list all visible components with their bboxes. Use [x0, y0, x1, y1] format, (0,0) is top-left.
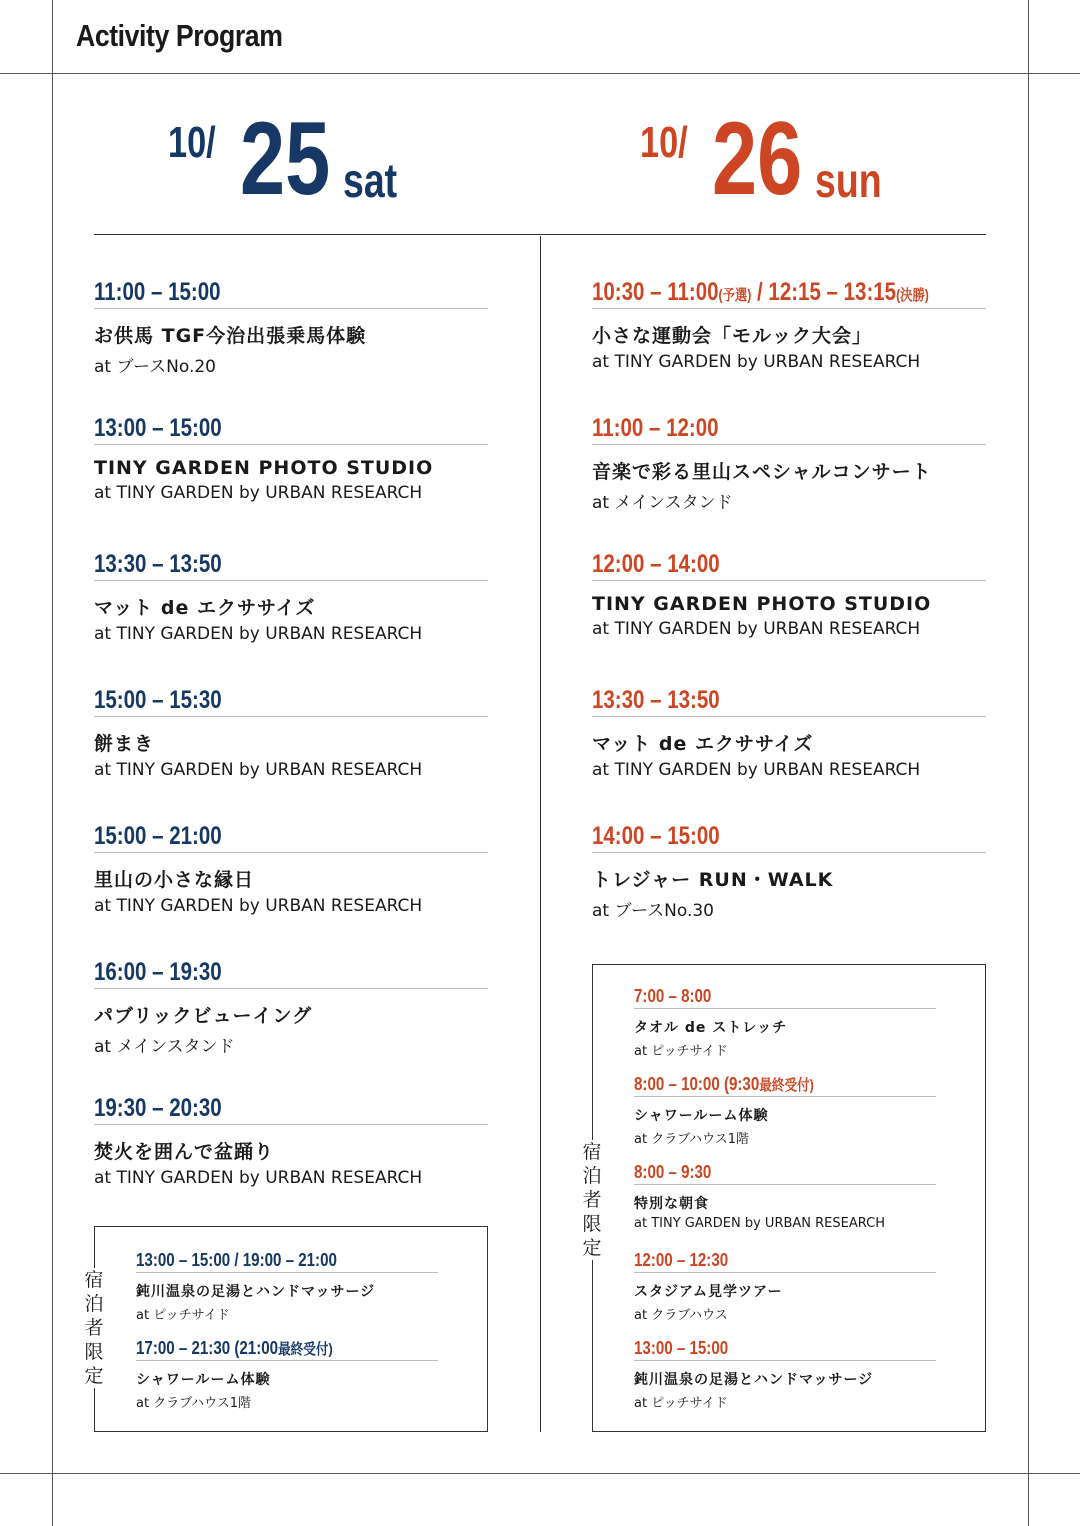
event-time: 13:30 – 13:50	[94, 550, 222, 578]
sun-guest-event	[634, 984, 936, 1059]
event-rule	[592, 852, 986, 853]
event-time: 15:00 – 15:30	[94, 686, 222, 714]
sun-event	[592, 684, 986, 780]
frame-line-left	[52, 0, 53, 1526]
guest-event-rule	[136, 1272, 438, 1273]
event-title: お供馬 TGF今治出張乗馬体験	[94, 325, 367, 347]
sun-guest-event	[634, 1336, 936, 1411]
event-title: パブリックビューイング	[94, 1005, 313, 1027]
guest-event-venue: at ピッチサイド	[136, 1308, 230, 1323]
frame-line-bottom	[0, 1473, 1080, 1474]
event-venue: at ブースNo.20	[94, 357, 216, 377]
event-venue: at TINY GARDEN by URBAN RESEARCH	[94, 1168, 423, 1188]
guest-event-time	[136, 1336, 390, 1360]
date-sun-day: 26	[712, 101, 803, 217]
guest-event-title: タオル de ストレッチ	[634, 1020, 788, 1036]
guest-event-title: 鈍川温泉の足湯とハンドマッサージ	[136, 1284, 376, 1300]
guest-event-venue: at クラブハウス1階	[634, 1132, 750, 1147]
sun-guest-event	[634, 1072, 936, 1147]
event-title: TINY GARDEN PHOTO STUDIO	[592, 593, 932, 615]
event-time-sep: /	[751, 278, 769, 306]
event-time: 15:00 – 21:00	[94, 822, 222, 850]
event-venue: at TINY GARDEN by URBAN RESEARCH	[592, 352, 921, 372]
page-title: Activity Program	[76, 18, 283, 53]
event-time: 14:00 – 15:00	[592, 822, 720, 850]
sun-guest-label: 宿泊者限定	[579, 1140, 605, 1260]
event-time: 16:00 – 19:30	[94, 958, 222, 986]
sat-event	[94, 1092, 488, 1188]
guest-event-time: 13:00 – 15:00 / 19:00 – 21:00	[136, 1250, 337, 1270]
event-title: 餅まき	[94, 733, 155, 755]
event-rule	[94, 308, 488, 309]
sat-event	[94, 412, 488, 503]
guest-event-time: 8:00 – 9:30	[634, 1162, 712, 1182]
event-rule	[94, 852, 488, 853]
guest-event-title: 鈍川温泉の足湯とハンドマッサージ	[634, 1372, 874, 1388]
event-time	[592, 276, 929, 308]
guest-event-venue: at ピッチサイド	[634, 1044, 728, 1059]
guest-event-rule	[634, 1008, 936, 1009]
sat-guest-event	[136, 1248, 438, 1323]
date-sat-day: 25	[240, 101, 331, 217]
event-rule	[94, 444, 488, 445]
event-rule	[592, 444, 986, 445]
event-venue: at TINY GARDEN by URBAN RESEARCH	[94, 896, 423, 916]
event-title: 音楽で彩る里山スペシャルコンサート	[592, 461, 932, 483]
frame-line-top	[0, 73, 1080, 74]
guest-event-rule	[136, 1360, 438, 1361]
guest-event-title: スタジアム見学ツアー	[634, 1284, 783, 1300]
guest-event-rule	[634, 1096, 936, 1097]
event-title: TINY GARDEN PHOTO STUDIO	[94, 457, 434, 479]
guest-event-venue: at TINY GARDEN by URBAN RESEARCH	[634, 1216, 885, 1231]
event-time-note-a: (予選)	[718, 287, 752, 304]
header-divider	[94, 234, 986, 235]
event-venue: at TINY GARDEN by URBAN RESEARCH	[592, 760, 921, 780]
event-venue: at TINY GARDEN by URBAN RESEARCH	[94, 760, 423, 780]
date-sun-weekday: sun	[815, 155, 882, 208]
guest-event-venue: at クラブハウス1階	[136, 1396, 252, 1411]
guest-event-title: シャワールーム体験	[136, 1372, 271, 1388]
event-time: 13:00 – 15:00	[94, 414, 222, 442]
sun-event	[592, 548, 986, 639]
event-time-a: 10:30 – 11:00	[592, 278, 719, 306]
event-time: 11:00 – 12:00	[592, 414, 719, 442]
event-title: 里山の小さな縁日	[94, 869, 255, 891]
sat-event	[94, 548, 488, 644]
sat-event	[94, 956, 488, 1057]
guest-event-title: シャワールーム体験	[634, 1108, 769, 1124]
guest-event-time-note: 最終受付)	[278, 1341, 333, 1358]
event-title: 小さな運動会「モルック大会」	[592, 325, 873, 347]
guest-event-time-main: 8:00 – 10:00 (9:30	[634, 1074, 760, 1094]
event-rule	[94, 580, 488, 581]
sat-event	[94, 684, 488, 780]
guest-event-time: 12:00 – 12:30	[634, 1250, 729, 1270]
event-rule	[592, 580, 986, 581]
frame-line-right	[1028, 0, 1029, 1526]
sun-event	[592, 276, 986, 372]
event-time-note-b: (決勝)	[896, 287, 929, 304]
event-rule	[94, 716, 488, 717]
sun-guest-event	[634, 1248, 936, 1323]
guest-event-time-main: 17:00 – 21:30 (21:00	[136, 1338, 279, 1358]
guest-event-time	[634, 1072, 888, 1096]
event-title: トレジャー RUN・WALK	[592, 869, 834, 891]
date-sun-month: 10/	[640, 118, 688, 167]
guest-event-venue: at ピッチサイド	[634, 1396, 728, 1411]
event-time-b: 12:15 – 13:15	[768, 278, 897, 306]
event-title: マット de エクササイズ	[94, 597, 316, 619]
sat-event	[94, 820, 488, 916]
event-time: 13:30 – 13:50	[592, 686, 720, 714]
sat-event	[94, 276, 488, 377]
column-divider	[540, 236, 541, 1432]
sun-event	[592, 820, 986, 921]
guest-event-time: 7:00 – 8:00	[634, 986, 712, 1006]
event-venue: at ブースNo.30	[592, 901, 714, 921]
guest-event-time-note: 最終受付)	[759, 1077, 814, 1094]
event-time: 19:30 – 20:30	[94, 1094, 222, 1122]
date-sat-month: 10/	[168, 118, 216, 167]
event-title: マット de エクササイズ	[592, 733, 814, 755]
event-time: 11:00 – 15:00	[94, 278, 221, 306]
guest-event-rule	[634, 1184, 936, 1185]
event-venue: at メインスタンド	[592, 493, 733, 513]
event-venue: at メインスタンド	[94, 1037, 235, 1057]
sun-event	[592, 412, 986, 513]
event-time: 12:00 – 14:00	[592, 550, 720, 578]
event-venue: at TINY GARDEN by URBAN RESEARCH	[94, 624, 423, 644]
date-sat-weekday: sat	[343, 155, 398, 208]
guest-event-rule	[634, 1360, 936, 1361]
guest-event-time: 13:00 – 15:00	[634, 1338, 729, 1358]
sat-guest-label: 宿泊者限定	[81, 1268, 107, 1388]
sun-guest-event	[634, 1160, 936, 1231]
event-rule	[592, 308, 986, 309]
event-title: 焚火を囲んで盆踊り	[94, 1141, 275, 1163]
guest-event-title: 特別な朝食	[634, 1196, 709, 1212]
event-venue: at TINY GARDEN by URBAN RESEARCH	[94, 483, 423, 503]
guest-event-rule	[634, 1272, 936, 1273]
event-venue: at TINY GARDEN by URBAN RESEARCH	[592, 619, 921, 639]
event-rule	[94, 988, 488, 989]
event-rule	[592, 716, 986, 717]
sat-guest-event	[136, 1336, 438, 1411]
event-rule	[94, 1124, 488, 1125]
guest-event-venue: at クラブハウス	[634, 1308, 728, 1323]
